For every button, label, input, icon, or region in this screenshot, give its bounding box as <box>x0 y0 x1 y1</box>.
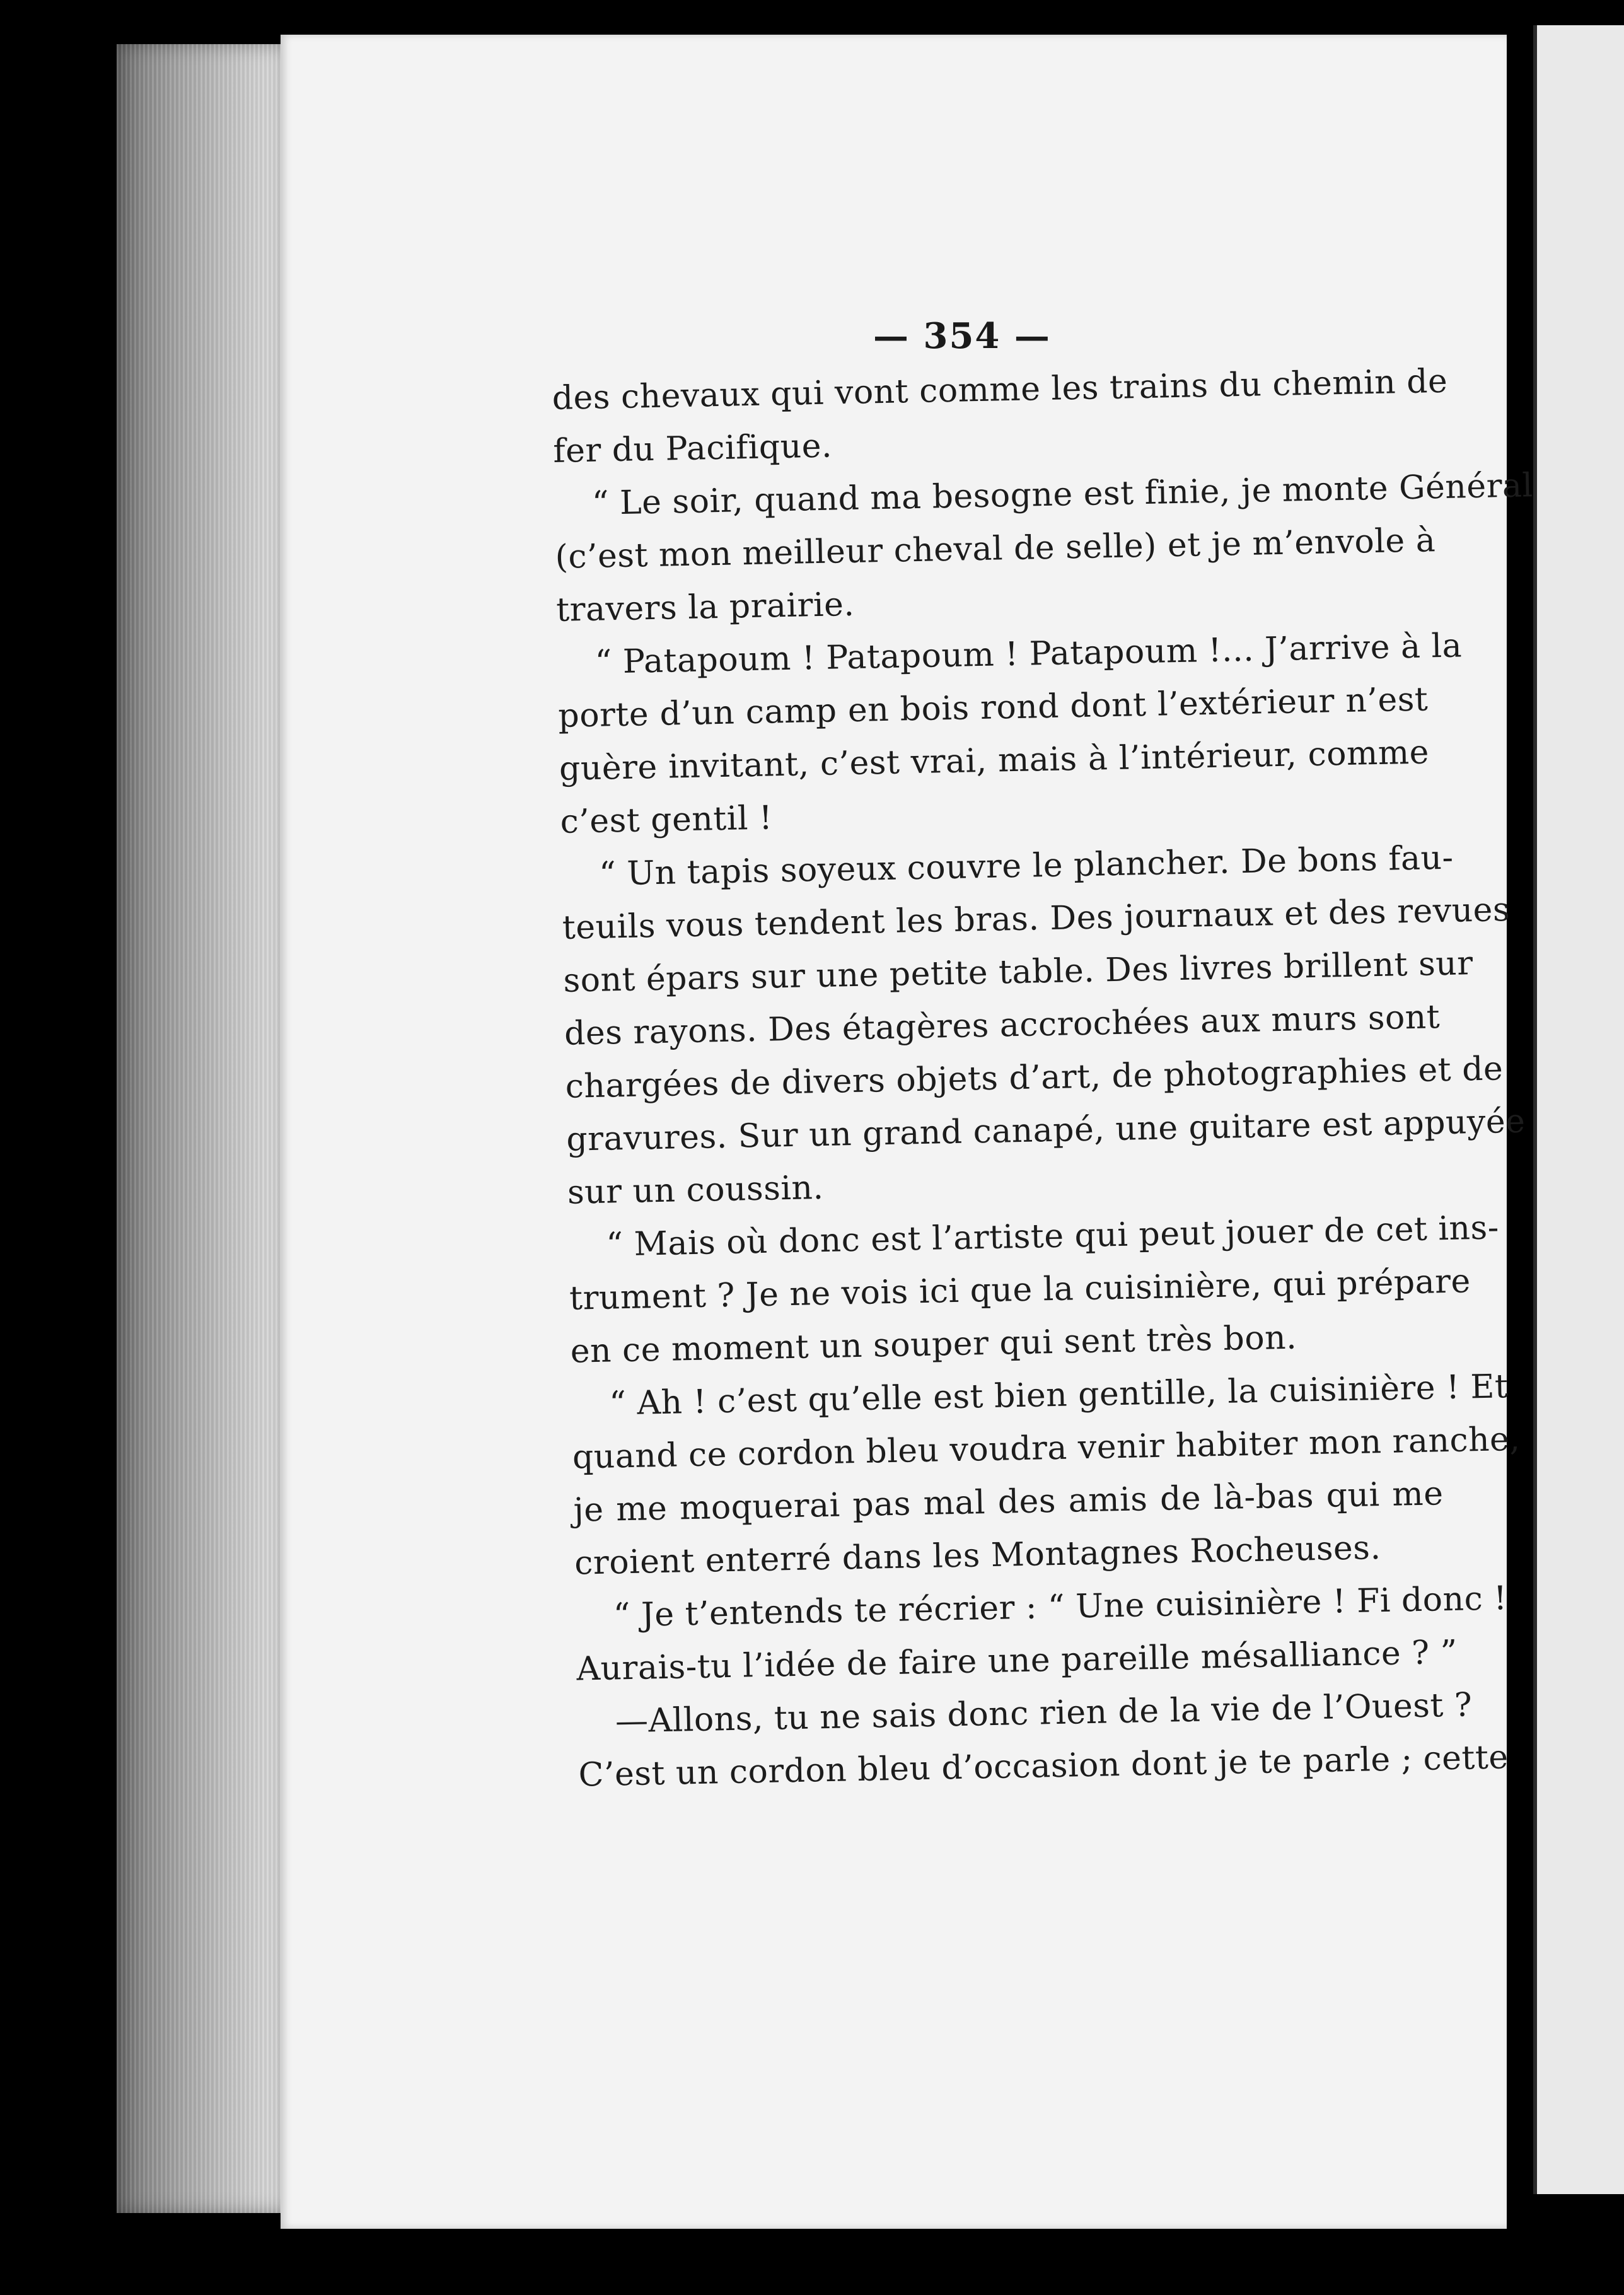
text-line: “ Le soir, quand ma besogne est finie, je monte Général <box>591 467 1534 523</box>
text-line: des chevaux qui vont comme les trains du chemin de <box>552 362 1448 417</box>
text-line: sur un coussin. <box>567 1168 825 1212</box>
text-line: porte d’un camp en bois rond dont l’extérieur n’est <box>557 680 1429 735</box>
text-line: teuils vous tendent les bras. Des journaux et des revues <box>562 890 1511 947</box>
text-line: travers la prairie. <box>555 585 855 629</box>
page-number: — 354 — <box>873 315 1051 357</box>
text-line: “ Mais où donc est l’artiste qui peut jouer de cet ins- <box>606 1209 1500 1264</box>
text-line: (c’est mon meilleur cheval de selle) et je m’envole à <box>555 521 1436 576</box>
text-line: gravures. Sur un grand canapé, une guitare est appuyée <box>566 1102 1526 1159</box>
text-line: fer du Pacifique. <box>552 427 833 470</box>
text-line: chargées de divers objets d’art, de photographies et de <box>565 1050 1504 1106</box>
text-line: “ Patapoum ! Patapoum ! Patapoum !... J’arrive à la <box>594 627 1463 682</box>
text-line: c’est gentil ! <box>560 799 773 841</box>
text-line: trument ? Je ne vois ici que la cuisinière, qui prépare <box>569 1262 1471 1318</box>
text-line: —Allons, tu ne sais donc rien de la vie de l’Ouest ? <box>615 1686 1473 1741</box>
text-line: Aurais-tu l’idée de faire une pareille mésalliance ? ” <box>576 1633 1458 1688</box>
adjacent-page-edge <box>1533 25 1624 2194</box>
text-line: sont épars sur une petite table. Des livres brillent sur <box>562 944 1474 1000</box>
book-page-edges <box>117 44 287 2213</box>
text-line: je me moquerai pas mal des amis de là-bas qui me <box>573 1475 1444 1530</box>
text-line: “ Je t’entends te récrier : “ Une cuisinière ! Fi donc ! <box>613 1579 1508 1635</box>
text-line: des rayons. Des étagères accrochées aux murs sont <box>564 998 1441 1053</box>
text-line: croient enterré dans les Montagnes Rocheuses. <box>574 1529 1382 1583</box>
text-line: en ce moment un souper qui sent très bon. <box>570 1318 1297 1371</box>
text-line: “ Ah ! c’est qu’elle est bien gentille, la cuisinière ! Et <box>608 1368 1509 1423</box>
text-line: “ Un tapis soyeux couvre le plancher. De bons fau- <box>598 839 1454 893</box>
text-line: guère invitant, c’est vrai, mais à l’intérieur, comme <box>559 733 1430 788</box>
text-line: quand ce cordon bleu voudra venir habiter mon ranche, <box>572 1420 1521 1477</box>
text-line: C’est un cordon bleu d’occasion dont je te parle ; cette <box>578 1738 1509 1794</box>
body-text <box>552 356 1534 1802</box>
